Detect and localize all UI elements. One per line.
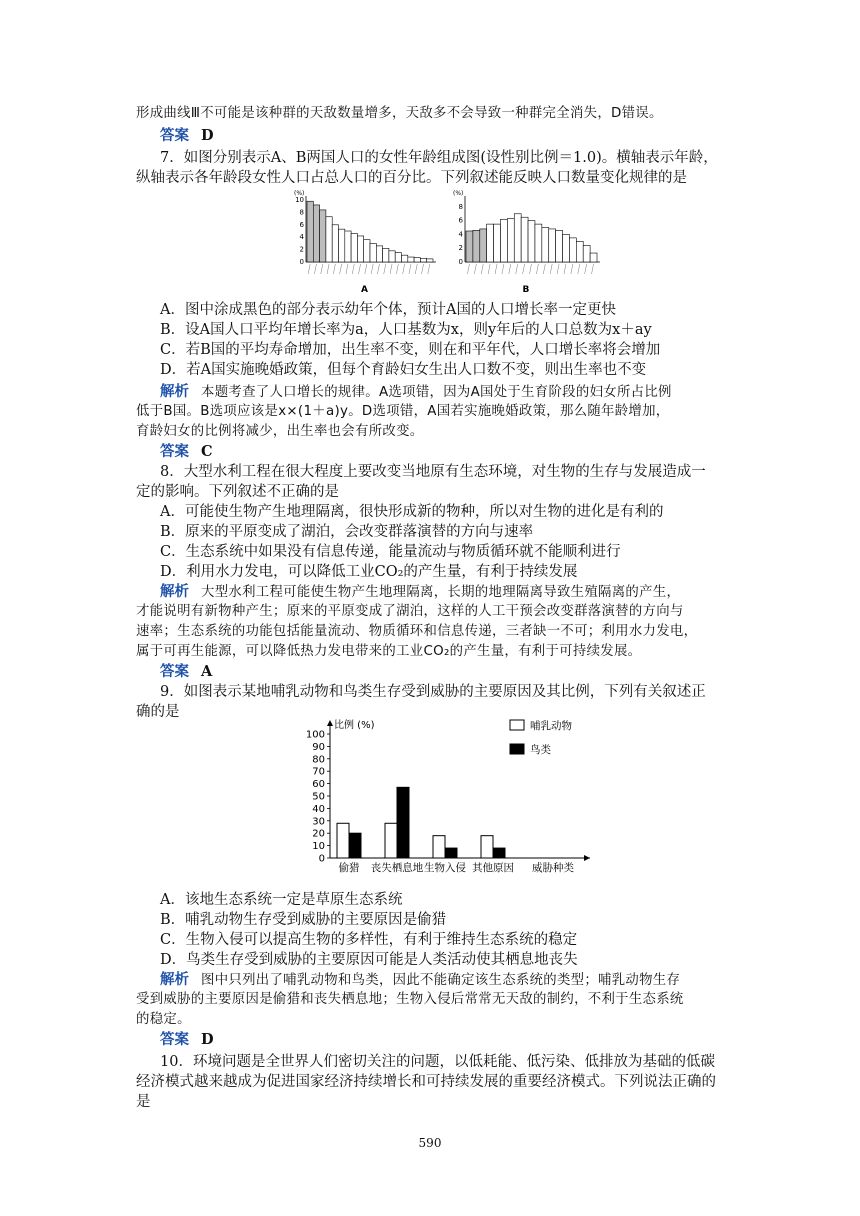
answer-label: 答案: [160, 127, 189, 144]
pyramid-bar: [357, 236, 363, 262]
y-axis-arrow: [327, 720, 333, 726]
text-line: 10．环境问题是全世界人们密切关注的问题，以低耗能、低污染、低排放为基础的低碳: [160, 1054, 715, 1070]
pyramid-bar: [427, 259, 433, 262]
text-line: D．鸟类生存受到威胁的主要原因可能是人类活动使其栖息地丧失: [160, 952, 578, 968]
y-tick-label: 0: [299, 258, 304, 266]
x-tick-label: 生物入侵: [424, 862, 466, 874]
age-tick-mark: [321, 264, 323, 274]
pyramid-bar: [563, 234, 570, 262]
y-tick-label: 70: [312, 766, 325, 778]
age-tick-mark: [502, 264, 504, 274]
text-line: D．若A国实施晚婚政策，但每个育龄妇女生出人口数不变，则出生率也不变: [160, 362, 647, 378]
y-tick-label: 4: [458, 230, 463, 239]
bar-bird: [445, 848, 457, 858]
bar-bird: [493, 848, 505, 858]
age-tick-mark: [481, 264, 483, 274]
text-line: 低于B国。B选项应该是x×(1＋a)y。D选项错，A国若实施晚婚政策，那么随年龄增加，: [136, 404, 670, 419]
text-line: 9．如图表示某地哺乳动物和鸟类生存受到威胁的主要原因及其比例，下列有关叙述正: [160, 684, 706, 700]
answer-value: A: [201, 663, 213, 680]
pyramid-bar: [383, 248, 389, 262]
age-tick-mark: [365, 264, 367, 274]
age-tick-mark: [495, 264, 497, 274]
pyramid-bar: [576, 241, 583, 262]
text-line: [160, 1030, 214, 1050]
age-tick-mark: [543, 264, 545, 274]
pyramid-bar: [514, 214, 521, 262]
pyramid-bar: [590, 253, 597, 262]
pyramid-bar: [395, 253, 401, 262]
threat-bar-chart: [300, 712, 620, 892]
pyramid-bar: [307, 201, 313, 262]
pyramid-bar: [320, 210, 326, 262]
age-tick-mark: [536, 264, 538, 274]
y-unit-label: (%): [294, 190, 305, 197]
legend-label: 哺乳动物: [530, 720, 572, 732]
answer-value: C: [201, 443, 213, 460]
analysis-label: 解析: [160, 583, 189, 600]
bar-mammal: [337, 823, 349, 858]
pyramid-bar: [507, 219, 514, 262]
text-line: C．生物入侵可以提高生物的多样性，有利于维持生态系统的稳定: [160, 932, 578, 948]
analysis-label: 解析: [160, 383, 189, 400]
pyramid-bar: [494, 224, 501, 262]
text-line: 形成曲线Ⅲ不可能是该种群的天敌数量增多，天敌多不会导致一种群完全消失，D错误。: [136, 106, 663, 121]
pyramid-name: B: [522, 285, 530, 295]
y-tick-label: 0: [458, 258, 463, 266]
legend-swatch: [510, 744, 524, 754]
page-number: 590: [418, 1136, 442, 1150]
age-tick-mark: [516, 264, 518, 274]
pyramid-bar: [408, 257, 414, 262]
text-line: B．设A国人口平均年增长率为a，人口基数为x，则y年后的人口总数为x＋ay: [160, 322, 652, 338]
y-tick-label: 50: [312, 791, 325, 803]
age-tick-mark: [509, 264, 511, 274]
x-axis-arrow: [584, 855, 590, 861]
y-tick-label: 0: [318, 853, 325, 865]
pyramid-bar: [339, 229, 345, 262]
pyramid-bar: [313, 205, 319, 262]
age-tick-mark: [578, 264, 580, 274]
y-tick-label: 90: [312, 741, 325, 753]
text-line: 速率；生态系统的功能包括能量流动、物质循环和信息传递，三者缺一不可；利用水力发电，: [136, 624, 698, 639]
text-line: D．利用水力发电，可以降低工业CO₂的产生量，有利于持续发展: [160, 564, 578, 580]
y-tick-label: 6: [458, 216, 463, 225]
text-line: [160, 662, 212, 682]
text-line: 受到威胁的主要原因是偷猎和丧失栖息地；生物入侵后常常无天敌的制约，不利于生态系统: [136, 992, 684, 1007]
y-unit-label: (%): [453, 190, 464, 197]
y-tick-label: 6: [299, 220, 304, 229]
x-tick-label: 偷猎: [338, 862, 360, 874]
bar-bird: [397, 787, 409, 858]
pyramid-bar: [569, 238, 576, 262]
pyramid-bar: [402, 255, 408, 262]
pyramid-name: A: [361, 285, 368, 295]
text-line: 解析 本题考查了人口增长的规律。A选项错，因为A国处于生育阶段的妇女所占比例: [160, 383, 672, 400]
age-tick-mark: [557, 264, 559, 274]
age-tick-mark: [403, 264, 405, 274]
y-tick-label: 10: [295, 196, 304, 204]
text-line: C．生态系统中如果没有信息传递，能量流动与物质循环就不能顺利进行: [160, 544, 621, 560]
text-line: 解析 大型水利工程可能使生物产生地理隔离，长期的地理隔离导致生殖隔离的产生，: [160, 583, 681, 600]
pyramid-bar: [376, 246, 382, 262]
answer-value: D: [201, 1031, 214, 1048]
y-tick-label: 20: [312, 828, 325, 840]
x-tick-label: 其他原因: [472, 862, 514, 874]
age-tick-mark: [390, 264, 392, 274]
age-pyramid-figure: [280, 186, 610, 300]
age-tick-mark: [371, 264, 373, 274]
age-tick-mark: [415, 264, 417, 274]
y-tick-label: 2: [299, 245, 304, 254]
age-tick-mark: [585, 264, 587, 274]
answer-label: 答案: [160, 443, 189, 460]
text-line: 8．大型水利工程在很大程度上要改变当地原有生态环境，对生物的生存与发展造成一: [160, 464, 706, 480]
text-line: 的稳定。: [136, 1012, 191, 1027]
text-line: 才能说明有新物种产生；原来的平原变成了湖泊，这样的人工干预会改变群落演替的方向与: [136, 604, 684, 619]
text-line: A．图中涂成黑色的部分表示幼年个体，预计A国的人口增长率一定更快: [160, 302, 616, 318]
pyramid-bar: [345, 231, 351, 262]
pyramid-bar: [521, 217, 528, 262]
legend-swatch: [510, 720, 524, 730]
analysis-label: 解析: [160, 971, 189, 988]
age-tick-mark: [340, 264, 342, 274]
text-line: B．原来的平原变成了湖泊，会改变群落演替的方向与速率: [160, 524, 534, 540]
age-tick-mark: [422, 264, 424, 274]
pyramid-bar: [414, 258, 420, 262]
pyramid-bar: [549, 229, 556, 262]
pyramid-bar: [480, 229, 487, 262]
age-tick-mark: [352, 264, 354, 274]
text-line: 定的影响。下列叙述不正确的是: [136, 484, 339, 500]
age-tick-mark: [428, 264, 430, 274]
y-tick-label: 80: [312, 754, 325, 766]
text-line: 是: [136, 1094, 151, 1110]
pyramid-bar: [556, 230, 563, 262]
y-tick-label: 4: [299, 233, 304, 242]
pyramid-bar: [473, 230, 480, 262]
pyramid-bar: [420, 258, 426, 262]
x-tick-label: 丧失栖息地: [370, 862, 424, 874]
age-tick-mark: [488, 264, 490, 274]
age-tick-mark: [327, 264, 329, 274]
y-tick-label: 60: [312, 779, 325, 791]
legend-label: 鸟类: [530, 744, 551, 756]
answer-label: 答案: [160, 663, 189, 680]
pyramid-bar: [487, 224, 494, 262]
age-tick-mark: [592, 264, 594, 274]
age-tick-mark: [384, 264, 386, 274]
pyramid-bar: [332, 225, 338, 262]
pyramid-bar: [500, 219, 507, 262]
text-line: 属于可再生能源，可以降低热力发电带来的工业CO₂的产生量，有利于可持续发展。: [136, 644, 642, 659]
pyramid-bar: [364, 240, 370, 262]
age-tick-mark: [314, 264, 316, 274]
y-tick-label: 2: [458, 244, 463, 253]
age-tick-mark: [474, 264, 476, 274]
pyramid-bar: [370, 243, 376, 262]
y-tick-label: 10: [312, 841, 325, 853]
pyramid-bar: [389, 251, 395, 262]
age-tick-mark: [467, 264, 469, 274]
bar-mammal: [385, 823, 397, 858]
age-tick-mark: [530, 264, 532, 274]
age-tick-mark: [409, 264, 411, 274]
y-tick-label: 30: [312, 816, 325, 828]
age-tick-mark: [346, 264, 348, 274]
y-axis-label: 比例 (%): [334, 720, 375, 731]
bar-mammal: [433, 836, 445, 858]
x-axis-label: 威胁种类: [532, 862, 574, 874]
text-line: 经济模式越来越成为促进国家经济持续增长和可持续发展的重要经济模式。下列说法正确的: [136, 1074, 716, 1090]
y-tick-label: 8: [299, 208, 304, 217]
y-tick-label: 100: [305, 729, 325, 741]
y-tick-label: 8: [458, 202, 463, 211]
pyramid-bar: [583, 245, 590, 262]
age-tick-mark: [550, 264, 552, 274]
answer-label: 答案: [160, 1031, 189, 1048]
text-line: A．该地生态系统一定是草原生态系统: [160, 892, 403, 908]
text-line: 育龄妇女的比例将减少，出生率也会有所改变。: [136, 424, 424, 439]
pyramid-bar: [326, 217, 332, 262]
text-line: A．可能使生物产生地理隔离，很快形成新的物种，所以对生物的进化是有利的: [160, 504, 664, 520]
age-tick-mark: [377, 264, 379, 274]
text-line: 纵轴表示各年龄段女性人口占总人口的百分比。下列叙述能反映人口数量变化规律的是: [136, 170, 687, 186]
age-tick-mark: [333, 264, 335, 274]
text-line: 7．如图分别表示A、B两国人口的女性年龄组成图(设性别比例＝1.0)。横轴表示年龄，: [160, 150, 718, 166]
text-line: [160, 126, 214, 146]
pyramid-bar: [535, 224, 542, 262]
y-tick-label: 40: [312, 803, 325, 815]
text-line: B．哺乳动物生存受到威胁的主要原因是偷猎: [160, 912, 447, 928]
text-line: 确的是: [136, 704, 180, 720]
age-tick-mark: [571, 264, 573, 274]
text-line: C．若B国的平均寿命增加，出生率不变，则在和平年代，人口增长率将会增加: [160, 342, 661, 358]
bar-mammal: [481, 836, 493, 858]
pyramid-bar: [528, 221, 535, 262]
pyramid-bar: [466, 231, 473, 262]
pyramid-bar: [351, 233, 357, 262]
age-tick-mark: [396, 264, 398, 274]
age-tick-mark: [359, 264, 361, 274]
age-tick-mark: [308, 264, 310, 274]
text-line: 解析 图中只列出了哺乳动物和鸟类，因此不能确定该生态系统的类型；哺乳动物生存: [160, 971, 681, 988]
text-line: [160, 442, 213, 462]
pyramid-bar: [542, 228, 549, 262]
bar-bird: [349, 833, 361, 858]
age-tick-mark: [564, 264, 566, 274]
answer-value: D: [201, 127, 214, 144]
age-tick-mark: [523, 264, 525, 274]
